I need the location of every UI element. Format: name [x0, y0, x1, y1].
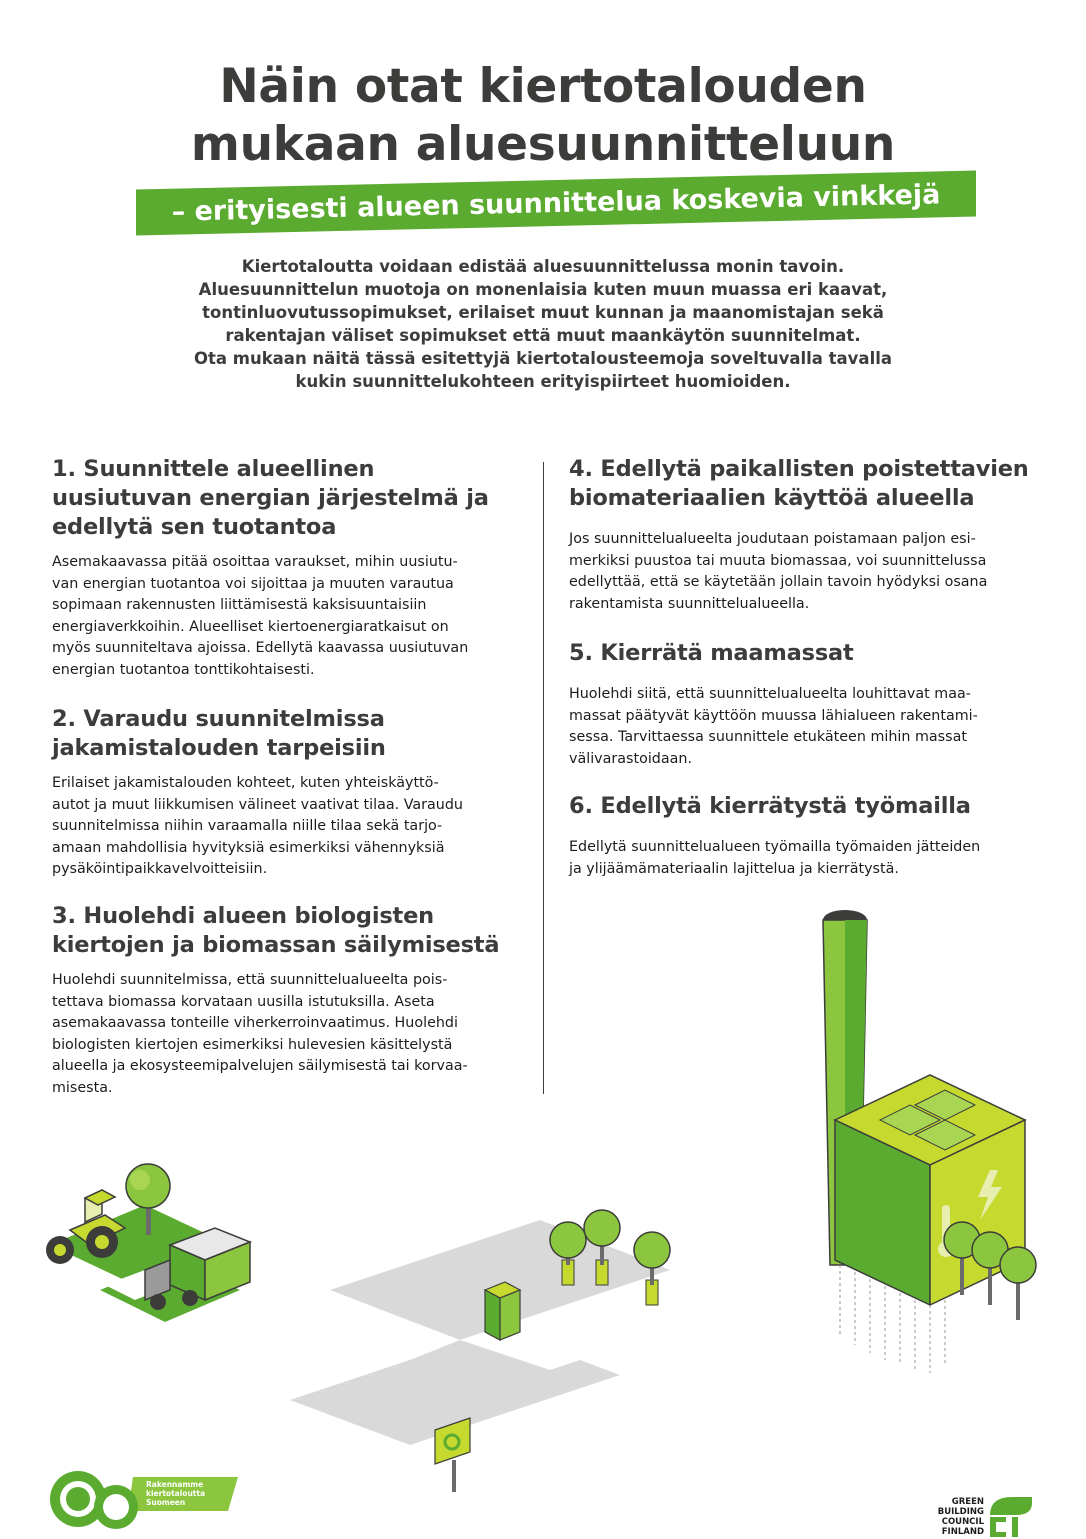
campaign-logo-text — [146, 1480, 226, 1507]
body-line: autot ja muut liikkumisen välineet vaativat tilaa. Varaudu — [52, 796, 463, 813]
body-line: sessa. Tarvittaessa suunnittele etukäteen mihin massat — [569, 729, 967, 746]
body-line: van energian tuotantoa voi sijoittaa ja muuten varautua — [52, 575, 454, 592]
section-title-line: jakamistalouden tarpeisiin — [52, 735, 386, 761]
title-line-1: Näin otat kiertotalouden — [219, 59, 867, 114]
section-title — [569, 455, 1049, 513]
intro-line: tontinluovutussopimukset, erilaiset muut kunnan ja maanomistajan sekä — [202, 303, 884, 322]
body-line: asemakaavassa tonteille viherkerroinvaatimus. Huolehdi — [52, 1015, 458, 1032]
intro-line: Aluesuunnittelun muotoja on monenlaisia kuten muun muassa eri kaavat, — [198, 280, 888, 299]
intro-line: kukin suunnittelukohteen erityispiirteet huomioiden. — [295, 372, 791, 391]
body-line: merkiksi puustoa tai muuta biomassaa, voi suunnittelussa — [569, 552, 987, 569]
section-title — [569, 792, 1049, 821]
section-title-line: biomateriaalien käyttöä alueella — [569, 485, 975, 511]
subtitle: – erityisesti alueen suunnittelua koskevia vinkkejä — [171, 179, 941, 228]
intro-paragraph — [90, 255, 996, 393]
section-title — [52, 902, 532, 960]
energy-plant-illustration — [810, 905, 1060, 1375]
gbc-logo-line: FINLAND — [941, 1527, 984, 1537]
title-line-2: mukaan aluesuunnitteluun — [190, 117, 896, 172]
intro-line: rakentajan väliset sopimukset että muut maankäytön suunnitelmat. — [225, 326, 861, 345]
body-line: Asemakaavassa pitää osoittaa varaukset, mihin uusiutu- — [52, 554, 458, 570]
section-5 — [569, 639, 1049, 770]
tree-icon — [1000, 1247, 1036, 1320]
section-title-line: 6. Edellytä kierrätystä työmailla — [569, 793, 971, 819]
section-body — [52, 970, 532, 1100]
body-line: sopimaan rakennusten liittämisestä kaksisuuntaisiin — [52, 597, 427, 614]
section-body — [569, 684, 1049, 770]
body-line: amaan mahdollisia hyvityksiä esimerkiksi vähennyksiä — [52, 839, 445, 856]
body-line: Edellytä suunnittelualueen työmailla työmaiden jätteiden — [569, 839, 981, 855]
section-title-line: 4. Edellytä paikallisten poistettavien — [569, 456, 1029, 482]
section-1 — [52, 455, 532, 682]
body-line: rakentamista suunnittelualueella. — [569, 595, 810, 612]
section-body — [52, 773, 532, 881]
recycle-sign-icon — [435, 1418, 470, 1492]
intro-line: Ota mukaan näitä tässä esitettyjä kiertotalousteemoja soveltuvalla tavalla — [193, 349, 893, 368]
campaign-logo-line: kiertotaloutta — [146, 1489, 206, 1498]
page-title — [0, 58, 1086, 174]
plaza-illustration — [290, 1200, 810, 1500]
body-line: Huolehdi suunnitelmissa, että suunnittelualueelta pois- — [52, 972, 448, 988]
body-line: edellyttää, että se käytetään jollain tavoin hyödyksi osana — [569, 574, 988, 591]
gbc-logo-line: GREEN — [951, 1497, 984, 1507]
body-line: massat päätyvät käyttöön muussa lähialueen rakentami- — [569, 707, 978, 724]
campaign-logo-line: Rakennamme — [146, 1480, 204, 1489]
body-line: pysäköintipaikkavelvoitteisiin. — [52, 861, 268, 878]
farm-illustration — [30, 1150, 330, 1360]
gbc-logo-line: COUNCIL — [941, 1517, 984, 1527]
section-title-line: uusiutuvan energian järjestelmä ja — [52, 485, 489, 511]
body-line: myös suunniteltava ajoissa. Edellytä kaavassa uusiutuvan — [52, 640, 469, 657]
section-body — [52, 552, 532, 682]
intro-line: Kiertotaloutta voidaan edistää aluesuunnittelussa monin tavoin. — [241, 257, 845, 276]
body-line: misesta. — [52, 1079, 113, 1096]
gbc-logo-line: BUILDING — [937, 1507, 984, 1517]
section-2 — [52, 705, 532, 881]
body-line: Erilaiset jakamistalouden kohteet, kuten yhteiskäyttö- — [52, 775, 439, 791]
section-title-line: 2. Varaudu suunnitelmissa — [52, 706, 385, 732]
body-line: biologisten kiertojen esimerkiksi hulevesien käsittelystä — [52, 1036, 453, 1053]
section-title-line: kiertojen ja biomassan säilymisestä — [52, 932, 500, 958]
gbc-logo-text — [924, 1497, 984, 1537]
body-line: Huolehdi siitä, että suunnittelualueelta louhittavat maa- — [569, 686, 971, 702]
campaign-logo-line: Suomeen — [146, 1498, 186, 1507]
section-6 — [569, 792, 1049, 880]
body-line: energian tuotantoa tonttikohtaisesti. — [52, 661, 315, 678]
body-line: välivarastoidaan. — [569, 750, 693, 767]
body-line: tettava biomassa korvataan uusilla istutuksilla. Aseta — [52, 993, 435, 1010]
section-body — [569, 837, 1049, 880]
section-title — [52, 705, 532, 763]
section-title — [52, 455, 532, 542]
column-divider — [543, 462, 544, 1094]
section-3 — [52, 902, 532, 1100]
body-line: suunnitelmissa niihin varaamalla niille tilaa sekä tarjo- — [52, 818, 443, 835]
body-line: ja ylijäämämateriaalin lajittelua ja kierrätystä. — [569, 860, 899, 877]
section-4 — [569, 455, 1049, 615]
body-line: alueella ja ekosysteemipalvelujen säilymisestä tai korvaa- — [52, 1058, 468, 1075]
gbc-logo-icon — [988, 1495, 1036, 1539]
section-title-line: edellytä sen tuotantoa — [52, 514, 337, 540]
section-title-line: 5. Kierrätä maamassat — [569, 640, 854, 666]
section-title-line: 3. Huolehdi alueen biologisten — [52, 903, 434, 929]
body-line: energiaverkkoihin. Alueelliset kiertoenergiaratkaisut on — [52, 618, 449, 635]
section-title — [569, 639, 1049, 668]
body-line: Jos suunnittelualueelta joudutaan poistamaan paljon esi- — [569, 531, 976, 547]
section-body — [569, 529, 1049, 615]
section-title-line: 1. Suunnittele alueellinen — [52, 456, 375, 482]
